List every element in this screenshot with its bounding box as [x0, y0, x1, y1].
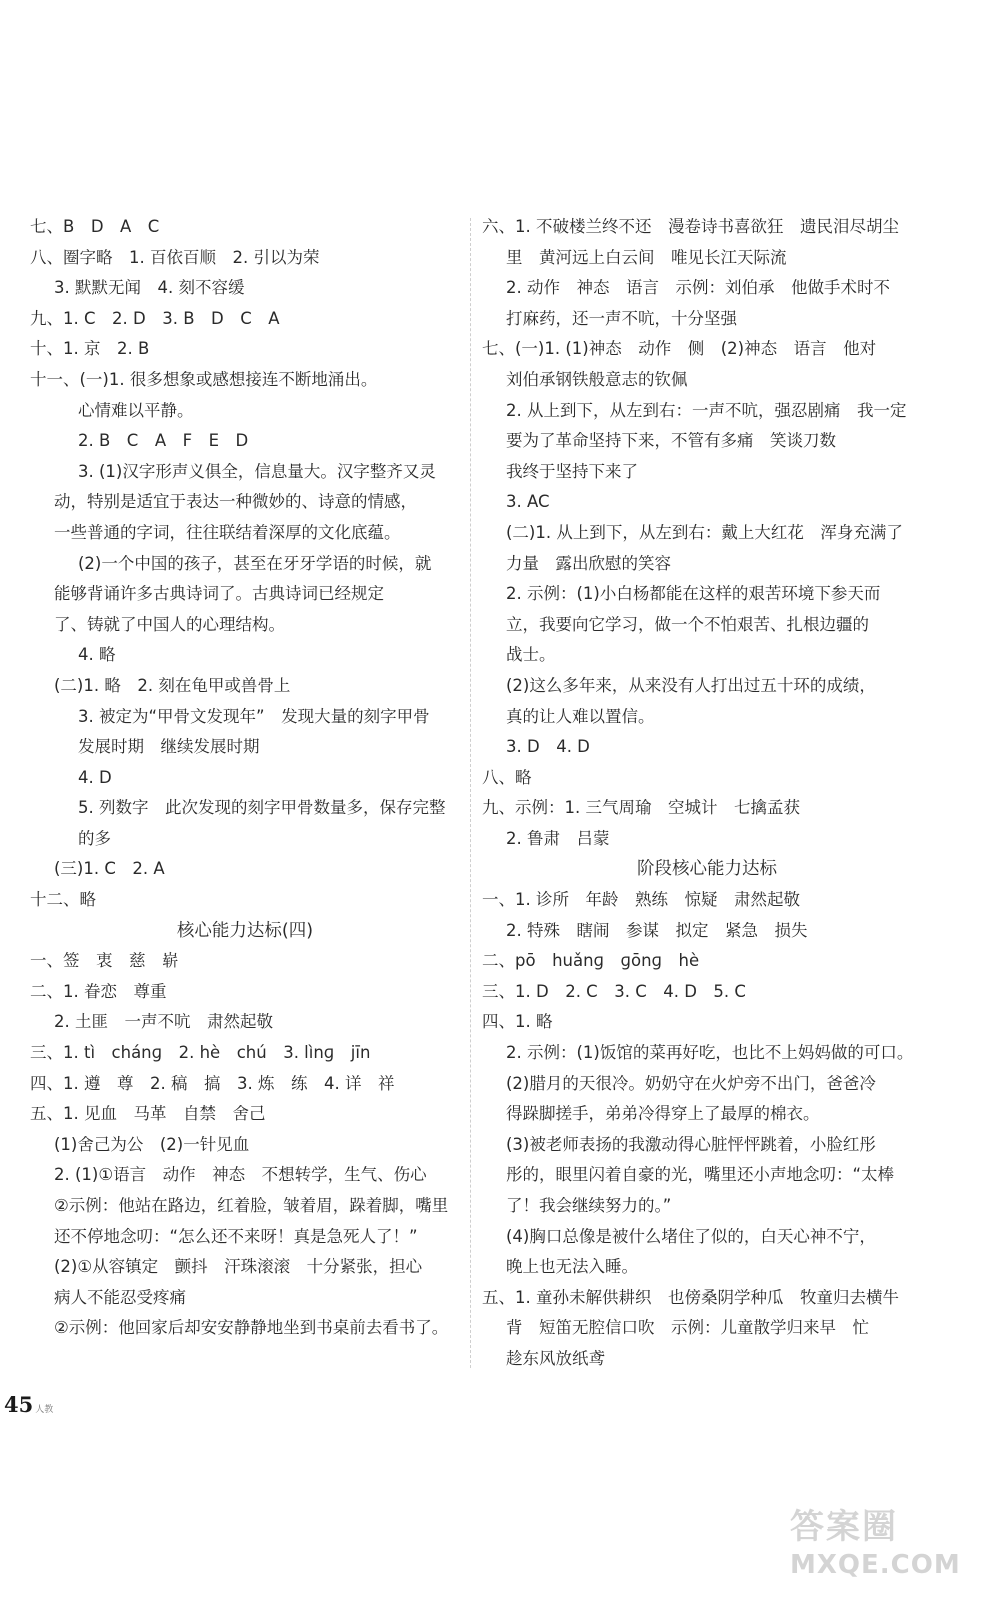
right-answer-line: 我终于坚持下来了: [506, 461, 638, 481]
left-answer-line: 3. 被定为“甲骨文发现年” 发现大量的刻字甲骨: [78, 706, 430, 726]
right-answer-line: 晚上也无法入睡。: [506, 1257, 638, 1277]
left-answer-line: 2. 土匪 一声不吭 肃然起敬: [54, 1012, 273, 1032]
right-answer-line: (二)1. 从上到下，从左到右：戴上大红花 浑身充满了: [506, 522, 903, 542]
right-answer-line: 2. 示例：(1)饭馆的菜再好吃，也比不上妈妈做的可口。: [506, 1043, 914, 1063]
left-answer-line: 十、1. 京 2. B: [30, 339, 150, 359]
right-answer-line: 打麻药，还一声不吭，十分坚强: [506, 308, 737, 328]
left-answer-line: 5. 列数字 此次发现的刻字甲骨数量多，保存完整: [78, 798, 446, 818]
left-answer-line: ②示例：他站在路边，红着脸，皱着眉，跺着脚，嘴里: [54, 1196, 449, 1215]
left-answer-line: 2. (1)①语言 动作 神态 不想转学，生气、伤心: [54, 1165, 427, 1185]
right-answer-line: 2. 鲁肃 吕蒙: [506, 828, 610, 848]
right-answer-line: 四、1. 略: [482, 1012, 553, 1032]
left-answer-line: 十二、略: [30, 890, 96, 910]
right-answer-line: 刘伯承钢铁般意志的钦佩: [506, 369, 688, 389]
left-answer-line: 十一、(一)1. 很多想象或感想接连不断地涌出。: [30, 369, 378, 389]
right-answer-line: (3)被老师表扬的我激动得心脏怦怦跳着，小脸红彤: [506, 1134, 876, 1154]
left-answer-line: 心情难以平静。: [78, 400, 194, 420]
left-answer-line: 的多: [78, 828, 111, 848]
left-answer-line: 八、圈字略 1. 百依百顺 2. 引以为荣: [30, 247, 320, 267]
left-answer-line: 二、1. 眷恋 尊重: [30, 981, 167, 1001]
left-answer-line: 3. (1)汉字形声义俱全，信息量大。汉字整齐又灵: [78, 461, 436, 481]
right-answer-line: 五、1. 童孙未解供耕织 也傍桑阴学种瓜 牧童归去横牛: [482, 1287, 899, 1307]
left-answer-line: (二)1. 略 2. 刻在龟甲或兽骨上: [54, 675, 291, 695]
left-answer-line: 五、1. 见血 马革 自禁 舍己: [30, 1104, 266, 1124]
left-answer-line: 三、1. tì chánɡ 2. hè chú 3. lìnɡ jīn: [30, 1043, 371, 1063]
left-answer-line: 四、1. 遵 尊 2. 稿 搞 3. 炼 练 4. 详 祥: [30, 1073, 395, 1093]
right-answer-line: 二、pō huǎnɡ ɡōnɡ hè: [482, 951, 700, 971]
left-answer-line: 九、1. C 2. D 3. B D C A: [30, 308, 280, 328]
right-answer-line: 3. D 4. D: [506, 737, 590, 757]
right-answer-line: 战士。: [506, 645, 556, 665]
right-answer-line: 趁东风放纸鸢: [506, 1348, 605, 1368]
right-answer-line: 七、(一)1. (1)神态 动作 侧 (2)神态 语言 他对: [482, 339, 877, 359]
left-answer-line: 还不停地念叨：“怎么还不来呀！真是急死人了！”: [54, 1226, 418, 1246]
left-answer-line: (2)一个中国的孩子，甚至在牙牙学语的时候，就: [78, 553, 432, 573]
right-answer-line: 彤的，眼里闪着自豪的光，嘴里还小声地念叨：“太棒: [506, 1165, 895, 1185]
right-answer-line: 一、1. 诊所 年龄 熟练 惊疑 肃然起敬: [482, 890, 800, 910]
watermark-logo: [790, 1505, 990, 1595]
right-answer-line: 六、1. 不破楼兰终不还 漫卷诗书喜欲狂 遗民泪尽胡尘: [482, 217, 899, 236]
right-answer-column: [482, 212, 932, 1375]
left-answer-line: (2)①从容镇定 颤抖 汗珠滚滚 十分紧张，担心: [54, 1257, 423, 1277]
page-number: 45 人教: [4, 1392, 54, 1417]
right-answer-line: 背 短笛无腔信口吹 示例：儿童散学归来早 忙: [506, 1318, 869, 1338]
right-answer-line: 立，我要向它学习，做一个不怕艰苦、扎根边疆的: [506, 614, 869, 634]
left-answer-line: 一些普通的字词，往往联结着深厚的文化底蕴。: [54, 522, 401, 542]
left-answer-line: 3. 默默无闻 4. 刻不容缓: [54, 278, 245, 298]
right-answer-line: 得跺脚搓手，弟弟冷得穿上了最厚的棉衣。: [506, 1104, 820, 1124]
left-answer-line: 动，特别是适宜于表达一种微妙的、诗意的情感，: [54, 492, 417, 512]
right-answer-line: 九、示例：1. 三气周瑜 空城计 七擒孟获: [482, 798, 800, 818]
right-answer-line: 里 黄河远上白云间 唯见长江天际流: [506, 247, 787, 267]
right-answer-line: 三、1. D 2. C 3. C 4. D 5. C: [482, 981, 746, 1001]
left-answer-line: (三)1. C 2. A: [54, 859, 165, 879]
left-answer-line: 4. 略: [78, 645, 116, 665]
left-section-heading: 核心能力达标(四): [176, 920, 314, 941]
right-answer-line: 真的让人难以置信。: [506, 706, 655, 726]
right-answer-line: 2. 从上到下，从左到右：一声不吭，强忍剧痛 我一定: [506, 400, 907, 420]
right-section-heading: 阶段核心能力达标: [637, 859, 777, 880]
right-answer-line: 力量 露出欣慰的笑容: [506, 553, 671, 573]
right-answer-line: 要为了革命坚持下来，不管有多痛 笑谈刀数: [506, 431, 836, 451]
right-answer-line: 了！我会继续努力的。”: [506, 1196, 672, 1215]
right-answer-line: 2. 特殊 瞎闹 参谋 拟定 紧急 损失: [506, 920, 808, 940]
watermark-title: 答案圈: [790, 1507, 898, 1547]
right-answer-line: (2)这么多年来，从来没有人打出过五十环的成绩，: [506, 675, 876, 695]
left-answer-line: 发展时期 继续发展时期: [78, 737, 260, 757]
right-answer-line: 2. 动作 神态 语言 示例：刘伯承 他做手术时不: [506, 278, 890, 298]
left-answer-line: 七、B D A C: [30, 217, 160, 236]
left-answer-line: 病人不能忍受疼痛: [54, 1287, 186, 1307]
left-answer-line: 了、铸就了中国人的心理结构。: [54, 614, 285, 634]
left-answer-line: 4. D: [78, 767, 112, 787]
right-answer-line: 2. 示例：(1)小白杨都能在这样的艰苦环境下参天而: [506, 584, 881, 604]
left-answer-line: 2. B C A F E D: [78, 431, 249, 451]
right-answer-line: 3. AC: [506, 492, 550, 512]
watermark-url: MXQE.COM: [790, 1550, 961, 1580]
right-answer-line: (4)胸口总像是被什么堵住了似的，白天心神不宁，: [506, 1226, 876, 1246]
left-answer-column: [30, 212, 460, 1344]
column-divider: [470, 218, 471, 1368]
right-answer-line: (2)腊月的天很冷。奶奶守在火炉旁不出门，爸爸冷: [506, 1073, 876, 1093]
left-answer-line: 能够背诵许多古典诗词了。古典诗词已经规定: [54, 584, 384, 604]
edition-mark: 人教: [35, 1405, 54, 1415]
left-answer-line: ②示例：他回家后却安安静静地坐到书桌前去看书了。: [54, 1318, 449, 1338]
left-answer-line: (1)舍己为公 (2)一针见血: [54, 1134, 250, 1154]
left-answer-line: 一、签 衷 慈 崭: [30, 951, 179, 971]
right-answer-line: 八、略: [482, 767, 532, 787]
